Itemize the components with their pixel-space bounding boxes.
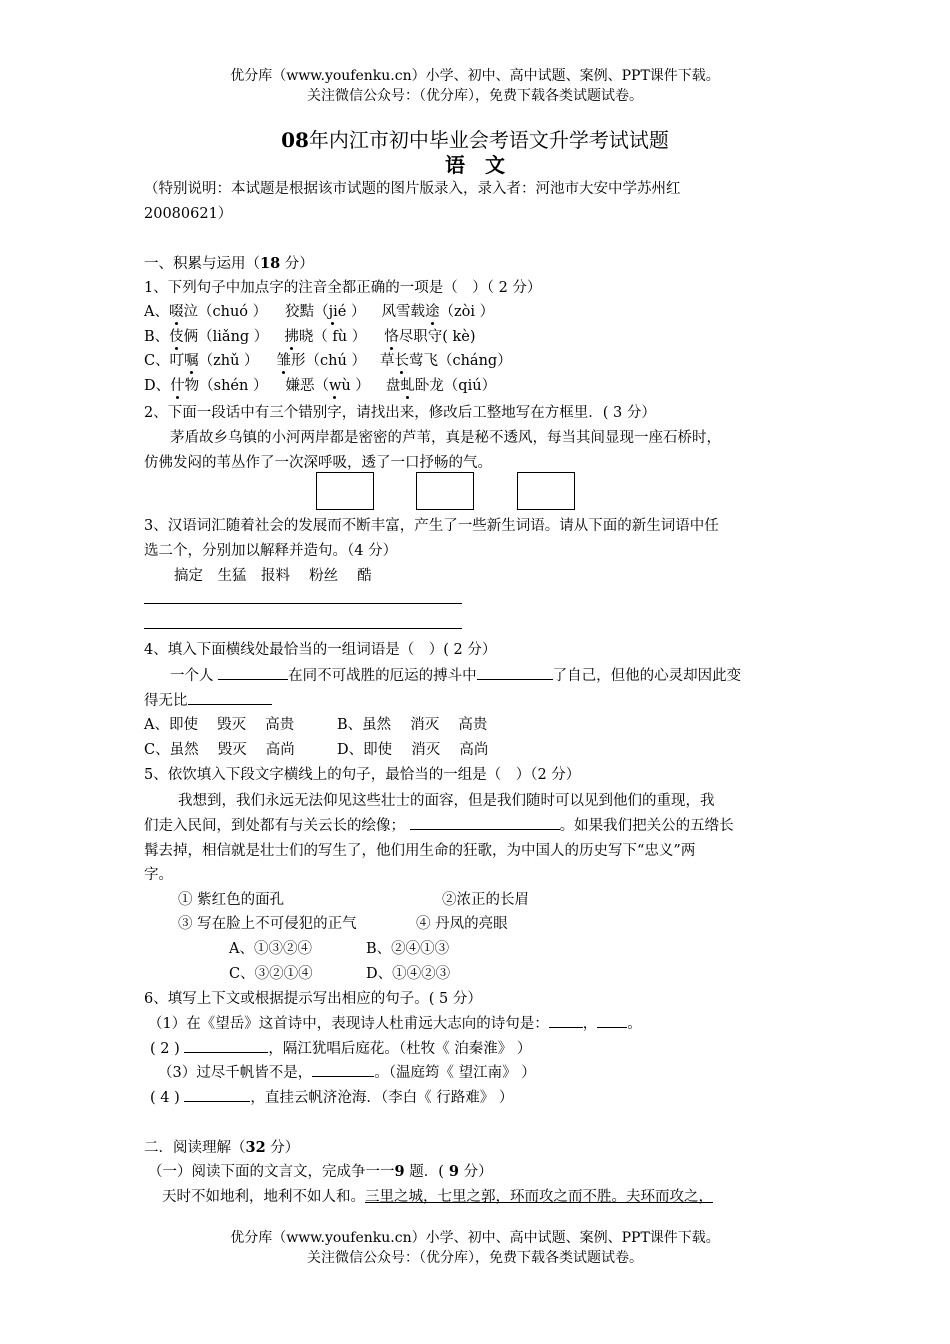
question-5-choice-a: A、①③②④ bbox=[229, 941, 312, 957]
blank[interactable] bbox=[218, 665, 288, 680]
question-5-passage-3: 髯去掉，相信就是壮士们的写生了，他们用生命的狂歌，为中国人的历史写下“忠义”两 bbox=[144, 843, 696, 859]
question-6-line-1: （1）在《望岳》这首诗中，表现诗人杜甫远大志向的诗句是： ， 。 bbox=[148, 1012, 642, 1033]
blank[interactable] bbox=[184, 1038, 268, 1053]
question-4-stem: 4、填入下面横线处最恰当的一组词语是（ ）( 2 分） bbox=[144, 642, 497, 658]
question-1-option-d: D、什物（shén ） 嫌恶（wù ） 盘虬卧龙（qiú） bbox=[144, 378, 497, 394]
title-main: 年内江市初中毕业会考语文升学考试试题 bbox=[308, 128, 669, 152]
question-5-item-3: ③ 写在脸上不可侵犯的正气 bbox=[178, 916, 357, 932]
answer-box-1[interactable] bbox=[316, 472, 374, 510]
header-line-1: 优分库（www.youfenku.cn）小学、初中、高中试题、案例、PPT课件下载。 bbox=[230, 68, 720, 84]
blank[interactable] bbox=[477, 665, 553, 680]
question-1-option-b: B、伎俩（liǎng ） 拂晓（ fù ） 恪尽职守( kè) bbox=[144, 329, 476, 345]
question-6-line-4: ( 4 ) ，直挂云帆济沧海．（李白《 行路难》 ） bbox=[150, 1086, 513, 1107]
blank[interactable] bbox=[312, 1062, 374, 1077]
question-5-passage-4: 字。 bbox=[144, 867, 173, 883]
section-2-subheading: （一）阅读下面的文言文，完成争一一9 题．( 9 分） bbox=[148, 1163, 493, 1180]
page-footer bbox=[0, 1228, 950, 1268]
question-1-option-a: A、啜泣（chuó ） 狡黠（jié ） 风雪载途（zòi ） bbox=[144, 304, 495, 320]
question-3-stem-1: 3、汉语词汇随着社会的发展而不断丰富，产生了一些新生词语。请从下面的新生词语中任 bbox=[144, 518, 719, 534]
question-5-choice-b: B、②④①③ bbox=[366, 941, 450, 957]
footer-line-2: 关注微信公众号：（优分库），免费下载各类试题试卷。 bbox=[307, 1250, 643, 1266]
special-note-line-1: （特别说明：本试题是根据该市试题的图片版录入，录入者：河池市大安中学苏州红 bbox=[144, 181, 681, 197]
question-5-item-1: ① 紫红色的面孔 bbox=[178, 892, 285, 908]
blank[interactable] bbox=[184, 1087, 250, 1102]
classical-text: 天时不如地利，地利不如人和。三里之城，七里之郭，环而攻之而不胜。夫环而攻之， bbox=[162, 1189, 713, 1205]
question-1-stem: 1、下列句子中加点字的注音全都正确的一项是（ ）（ 2 分） bbox=[144, 280, 542, 296]
question-3-stem-2: 选二个，分别加以解释并造句。（4 分） bbox=[144, 543, 398, 559]
question-2-passage-1: 茅盾故乡乌镇的小河两岸都是密密的芦苇，真是秘不透风，每当其间显现一座石桥时， bbox=[170, 430, 721, 446]
question-4-option-b: B、虽然 消灭 高贵 bbox=[337, 717, 488, 733]
answer-box-3[interactable] bbox=[517, 472, 575, 510]
question-6-line-2: ( 2 ) ，隔江犹唱后庭花。（杜牧《 泊秦淮》 ） bbox=[150, 1037, 531, 1058]
question-2-stem: 2、下面一段话中有三个错别字，请找出来，修改后工整地写在方框里．( 3 分） bbox=[144, 405, 656, 421]
question-1-option-c: C、叮嘱（zhǔ ） 雏形（chú ） 草长莺飞（cháng） bbox=[144, 353, 512, 369]
question-4-option-d: D、即使 消灭 高尚 bbox=[337, 742, 489, 758]
question-4-sentence-1: 一个人 在同不可战胜的厄运的搏斗中 了自己，但他的心灵却因此变 bbox=[170, 664, 741, 685]
special-note-line-2: 20080621） bbox=[144, 206, 233, 222]
answer-line-2[interactable] bbox=[144, 628, 462, 629]
blank[interactable] bbox=[188, 690, 272, 705]
footer-line-1: 优分库（www.youfenku.cn）小学、初中、高中试题、案例、PPT课件下载。 bbox=[230, 1230, 720, 1246]
question-5-item-4: ④ 丹凤的亮眼 bbox=[416, 916, 508, 932]
question-5-passage-1: 我想到，我们永远无法仰见这些壮士的面容，但是我们随时可以见到他们的重现，我 bbox=[178, 793, 715, 809]
question-6-line-3: （3）过尽千帆皆不是， 。（温庭筠《 望江南》 ） bbox=[158, 1061, 536, 1082]
question-5-choice-d: D、①④②③ bbox=[366, 966, 451, 982]
blank[interactable] bbox=[410, 815, 560, 830]
header-line-2: 关注微信公众号：（优分库），免费下载各类试题试卷。 bbox=[307, 88, 643, 104]
answer-line-1[interactable] bbox=[144, 603, 462, 604]
question-4-option-a: A、即使 毁灭 高贵 bbox=[144, 717, 295, 733]
page-header bbox=[0, 66, 950, 106]
answer-box-2[interactable] bbox=[416, 472, 474, 510]
section-1-heading: 一、积累与运用（18 分） bbox=[144, 255, 314, 272]
question-5-item-2: ②浓正的长眉 bbox=[442, 892, 529, 908]
question-3-words: 搞定 生猛 报料 粉丝 酷 bbox=[174, 568, 372, 584]
question-6-stem: 6、填写上下文或根据提示写出相应的句子。( 5 分） bbox=[144, 991, 482, 1007]
question-2-passage-2: 仿佛发闷的苇丛作了一次深呼吸，透了一口抒畅的气。 bbox=[144, 455, 492, 471]
title-year: 08 bbox=[281, 128, 309, 152]
question-5-choice-c: C、③②①④ bbox=[229, 966, 313, 982]
blank[interactable] bbox=[597, 1013, 627, 1028]
question-5-passage-2: 们走入民间，到处都有与关云长的绘像； 。如果我们把关公的五绺长 bbox=[144, 814, 734, 835]
blank[interactable] bbox=[549, 1013, 583, 1028]
section-2-heading: 二．阅读理解（32 分） bbox=[144, 1139, 300, 1156]
question-4-sentence-2: 得无比 bbox=[144, 689, 272, 710]
question-4-option-c: C、虽然 毁灭 高尚 bbox=[144, 742, 295, 758]
exam-subject: 语 文 bbox=[445, 153, 505, 177]
question-5-stem: 5、依饮填入下段文字横线上的句子，最恰当的一组是（ ）（2 分） bbox=[144, 767, 581, 783]
